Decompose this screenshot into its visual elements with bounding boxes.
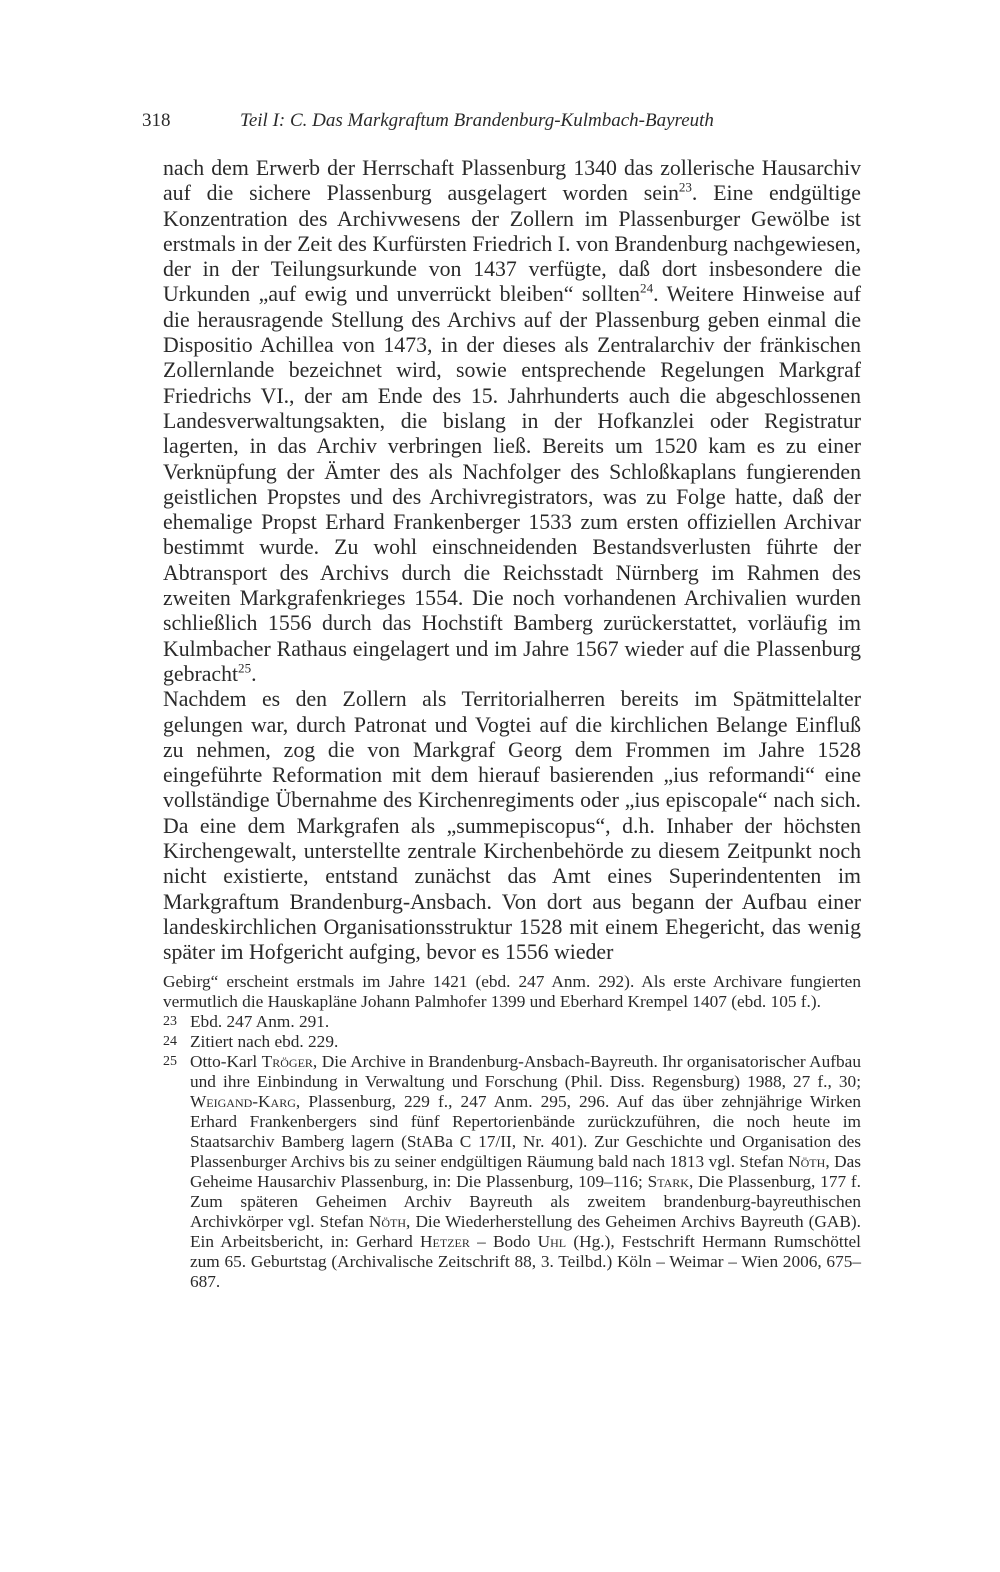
footnote-24-number: 24 <box>163 1034 177 1049</box>
footnote-24-text: Zitiert nach ebd. 229. <box>190 1032 339 1051</box>
footnote-23-number: 23 <box>163 1014 177 1029</box>
paragraph-1-part-b: . Eine endgültige Konzentration des Archivwesens der Zollern im Plassenburger Gewölbe ist erstmals in der Zeit des Kurfürsten Friedrich I. von Brandenburg nachgewiesen, der in der Teilungsurkunde von 1437 verfügte, daß dort insbesondere die Urkunden „auf ewig und unverrückt bleiben“ sollten <box>163 181 861 307</box>
paragraph-2: Nachdem es den Zollern als Territorialherren bereits im Spätmittelalter gelungen war, durch Patronat und Vogtei auf die kirchlichen Belange Einfluß zu nehmen, zog die von Markgraf Georg dem Frommen im Jahre 1528 eingeführte Reformation mit dem hierauf basierenden „ius reformandi“ eine vollständige Übernahme des Kirchenregiments oder „ius episcopale“ nach sich. Da eine dem Markgrafen als „summepiscopus“, d.h. Inhaber der höchsten Kirchengewalt, unterstellte zentrale Kirchenbehörde zu diesem Zeitpunkt noch nicht existierte, entstand zunächst das Amt eines Superindententen im Markgraftum Brandenburg-Ansbach. Von dort aus begann der Aufbau einer landeskirchlichen Organisationsstruktur 1528 mit einem Ehegericht, das wenig später im Hofgericht aufging, bevor es 1556 wieder <box>163 687 861 965</box>
author-name-uhl: Uhl <box>537 1232 567 1251</box>
paragraph-1 <box>163 156 861 687</box>
footnote-25-part-g: – Bodo <box>469 1232 538 1251</box>
footnote-25-number: 25 <box>163 1054 177 1069</box>
footnote-25-part-e: , Die Plassenburg, 177 f. Zum späteren Geheimen Archiv Bayreuth als zweitem brandenburg-bayreuthischen Archivkörper vgl. Stefan <box>190 1172 861 1231</box>
author-name-troeger: Tröger <box>261 1052 313 1071</box>
paragraph-1-part-c: . Weitere Hinweise auf die herausragende Stellung des Archivs auf der Plassenburg geben einmal die Dispositio Achillea von 1473, in der dieses als Zentralarchiv der fränkischen Zollernlande bezeichnet wird, sowie entsprechende Regelungen Markgraf Friedrichs VI., der am Ende des 15. Jahrhunderts auch die abgeschlossenen Landesverwaltungsakten, die bislang in der Hofkanzlei oder Registratur lagerten, in das Archiv verbringen ließ. Bereits um 1520 kam es zu einer Verknüpfung der Ämter des als Nachfolger des Schloßkaplans fungierenden geistlichen Propstes und des Archivregistrators, was zu Folge hatte, daß der ehemalige Propst Erhard Frankenberger 1533 zum ersten offiziellen Archivar bestimmt wurde. Zu wohl einschneidenden Bestandsverlusten führte der Abtransport des Archivs durch die Reichsstadt Nürnberg im Rahmen des zweiten Markgrafenkrieges 1554. Die noch vorhandenen Archivalien wurden schließlich 1556 durch das Hochstift Bamberg zurückerstattet, vorläufig im Kulmbacher Rathaus eingelagert und im Jahre 1567 wieder auf die Plassenburg gebracht <box>163 282 861 686</box>
author-name-weigand-karg: Weigand-Karg <box>190 1092 296 1111</box>
footnote-25-part-h: (Hg.), Festschrift Hermann Rumschöttel zum 65. Geburtstag (Archivalische Zeitschrift 88, 3. Teilbd.) Köln – Weimar – Wien 2006, 675–687. <box>190 1232 861 1291</box>
footnotes <box>163 972 861 1292</box>
footnote-ref-25: 25 <box>238 660 252 676</box>
footnote-25-part-c: , Plassenburg, 229 f., 247 Anm. 295, 296. Auf das über zehnjährige Wirken Erhard Frankenbergers sind fünf Repertorienbände zurückzuführen, die noch heute im Staatsarchiv Bamberg lagern (StABa C 17/II, Nr. 401). Zur Geschichte und Organisation des Plassenburger Archivs bis zu seiner endgültigen Räumung bald nach 1813 vgl. Stefan <box>190 1092 861 1171</box>
footnote-continuation: Gebirg“ erscheint erstmals im Jahre 1421 (ebd. 247 Anm. 292). Als erste Archivare fungierten vermutlich die Hauskapläne Johann Palmhofer 1399 und Eberhard Krempel 1407 (ebd. 105 f.). <box>163 972 861 1011</box>
main-text <box>163 156 861 966</box>
footnote-ref-23: 23 <box>678 180 692 196</box>
footnote-25-part-d: , Das Geheime Hausarchiv Plassenburg, in: Die Plassenburg, 109–116; <box>190 1152 861 1191</box>
footnote-25-part-a: Otto-Karl <box>190 1052 262 1071</box>
footnote-24 <box>163 1032 861 1052</box>
author-name-noeth-1: Nöth <box>788 1152 826 1171</box>
paragraph-1-part-d: . <box>251 661 257 686</box>
author-name-hetzer: Hetzer <box>420 1232 470 1251</box>
page-number: 318 <box>142 110 171 131</box>
footnote-23-text: Ebd. 247 Anm. 291. <box>190 1012 330 1031</box>
footnote-25 <box>163 1052 861 1292</box>
running-title: Teil I: C. Das Markgraftum Brandenburg-Kulmbach-Bayreuth <box>240 110 714 131</box>
footnote-25-part-b: , Die Archive in Brandenburg-Ansbach-Bayreuth. Ihr organisatorischer Aufbau und ihre Einbindung in Verwaltung und Forschung (Phil. Diss. Regensburg) 1988, 27 f., 30; <box>190 1052 861 1091</box>
footnote-25-part-f: , Die Wiederherstellung des Geheimen Archivs Bayreuth (GAB). Ein Arbeitsbericht, in: Gerhard <box>190 1212 861 1251</box>
paragraph-1-part-a: nach dem Erwerb der Herrschaft Plassenburg 1340 das zollerische Hausarchiv auf die sichere Plassenburg ausgelagert worden sein <box>163 156 861 206</box>
author-name-noeth-2: Nöth <box>368 1212 407 1231</box>
footnote-ref-24: 24 <box>640 281 654 297</box>
author-name-stark: Stark <box>647 1172 689 1191</box>
running-header <box>142 108 862 134</box>
footnote-23 <box>163 1012 861 1032</box>
